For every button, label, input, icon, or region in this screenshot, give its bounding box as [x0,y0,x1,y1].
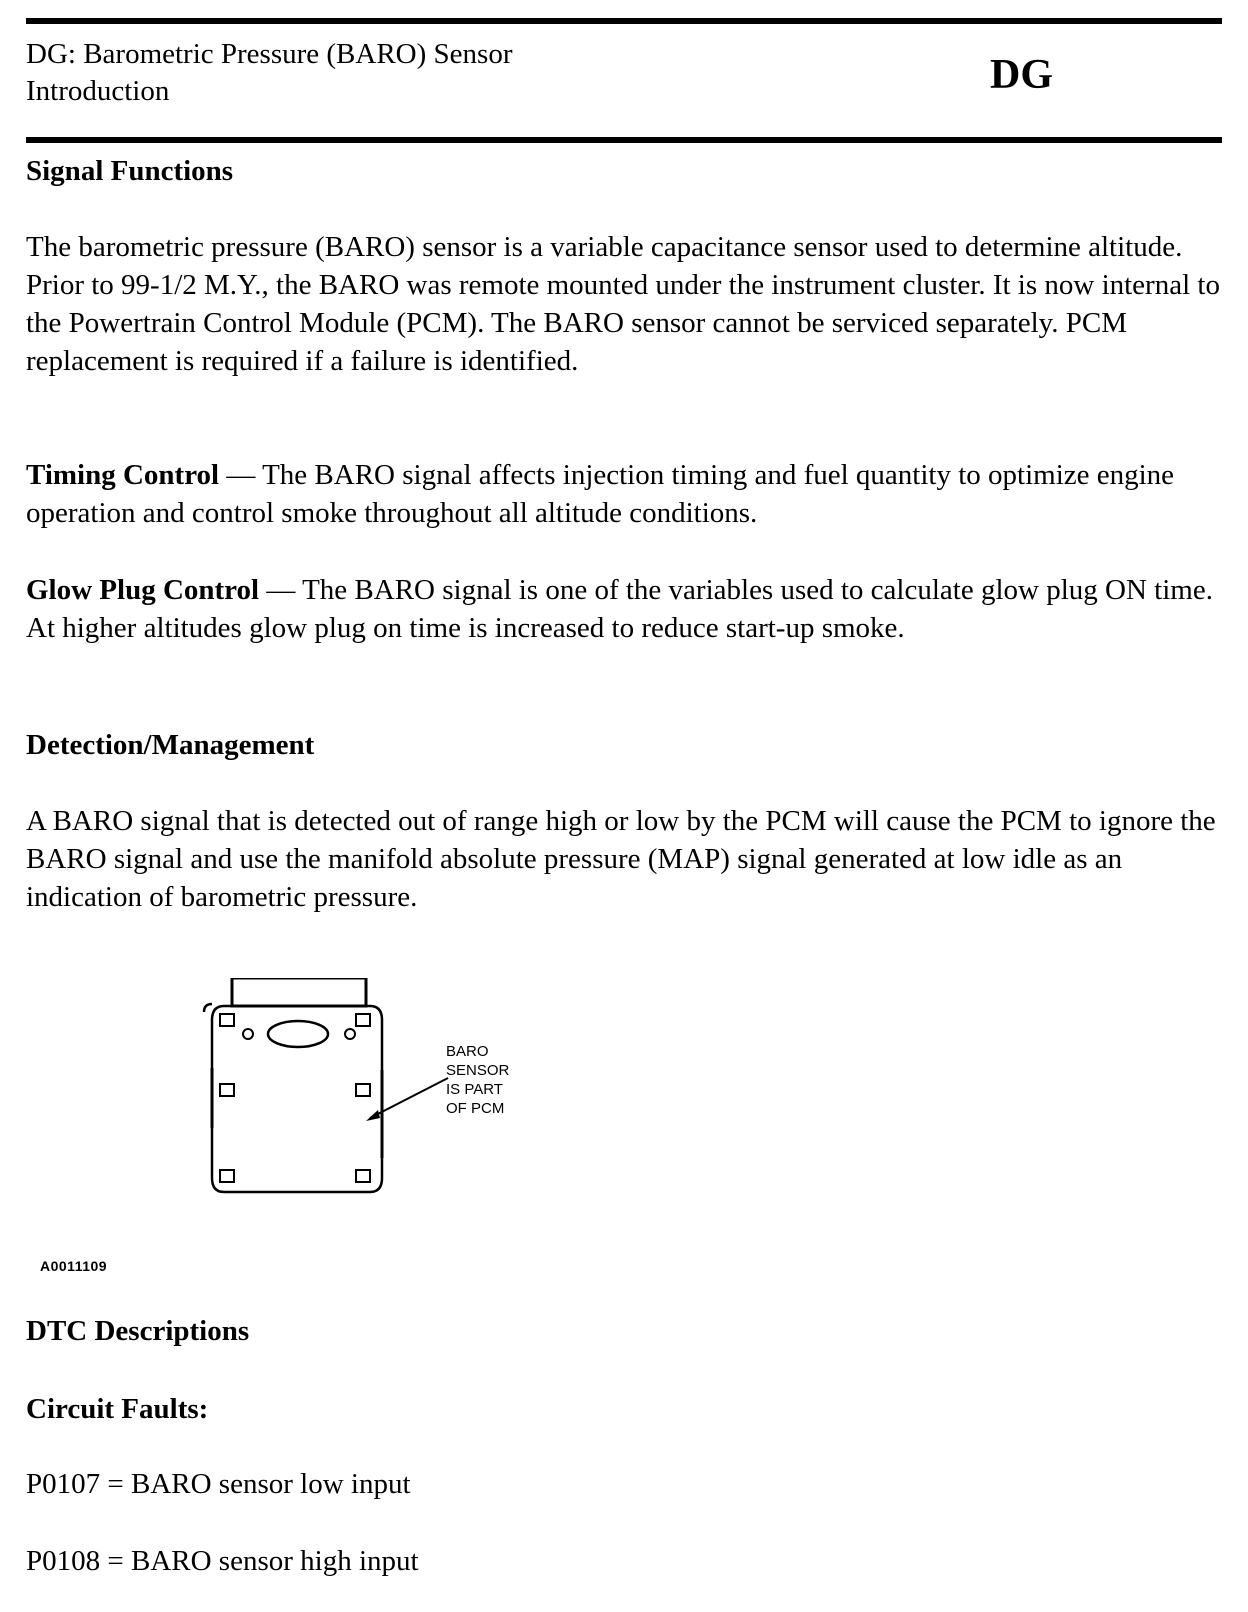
timing-control-label: Timing Control [26,459,220,491]
figure-id: A0011109 [40,1258,108,1274]
dtc-code-item: P0108 = BARO sensor high input [26,1545,419,1577]
baro-callout-line: BARO [446,1043,489,1060]
pcm-diagram [190,978,570,1234]
glow-plug-control-text: — The BARO signal is one of the variables used to calculate glow plug ON time. At higher altitudes glow plug on time is increased to reduce start-up smoke. [26,574,1213,644]
pcm-figure [190,978,570,1234]
circuit-faults-heading: Circuit Faults: [26,1393,209,1425]
signal-functions-intro: The barometric pressure (BARO) sensor is a variable capacitance sensor used to determine altitude. Prior to 99-1/2 M.Y., the BARO was remote mounted under the instrument cluster. It is now internal to the Powertrain Control Module (PCM). The BARO sensor cannot be serviced separately. PCM replacement is required if a failure is identified. [26,231,1220,377]
dtc-descriptions-heading: DTC Descriptions [26,1315,250,1347]
dtc-code-item: P0107 = BARO sensor low input [26,1468,411,1500]
header-rule [26,137,1222,143]
baro-callout-line: OF PCM [446,1100,505,1117]
glow-plug-control-paragraph [26,571,1222,647]
detection-heading: Detection/Management [26,729,315,761]
detection-text: A BARO signal that is detected out of range high or low by the PCM will cause the PCM to ignore the BARO signal and use the manifold absolute pressure (MAP) signal generated at low idle as an indication of barometric pressure. [26,805,1216,913]
baro-callout-line: SENSOR [446,1062,510,1079]
timing-control-text: — The BARO signal affects injection timing and fuel quantity to optimize engine operation and control smoke throughout all altitude conditions. [26,459,1175,529]
timing-control-paragraph [26,456,1222,532]
baro-callout-label [446,1042,509,1118]
glow-plug-control-label: Glow Plug Control [26,574,260,606]
signal-functions-heading: Signal Functions [26,155,234,187]
section-code: DG [990,52,1053,98]
doc-subtitle: Introduction [26,75,170,107]
baro-callout-line: IS PART [446,1081,503,1098]
doc-title: DG: Barometric Pressure (BARO) Sensor [26,38,513,70]
top-rule [26,18,1222,24]
